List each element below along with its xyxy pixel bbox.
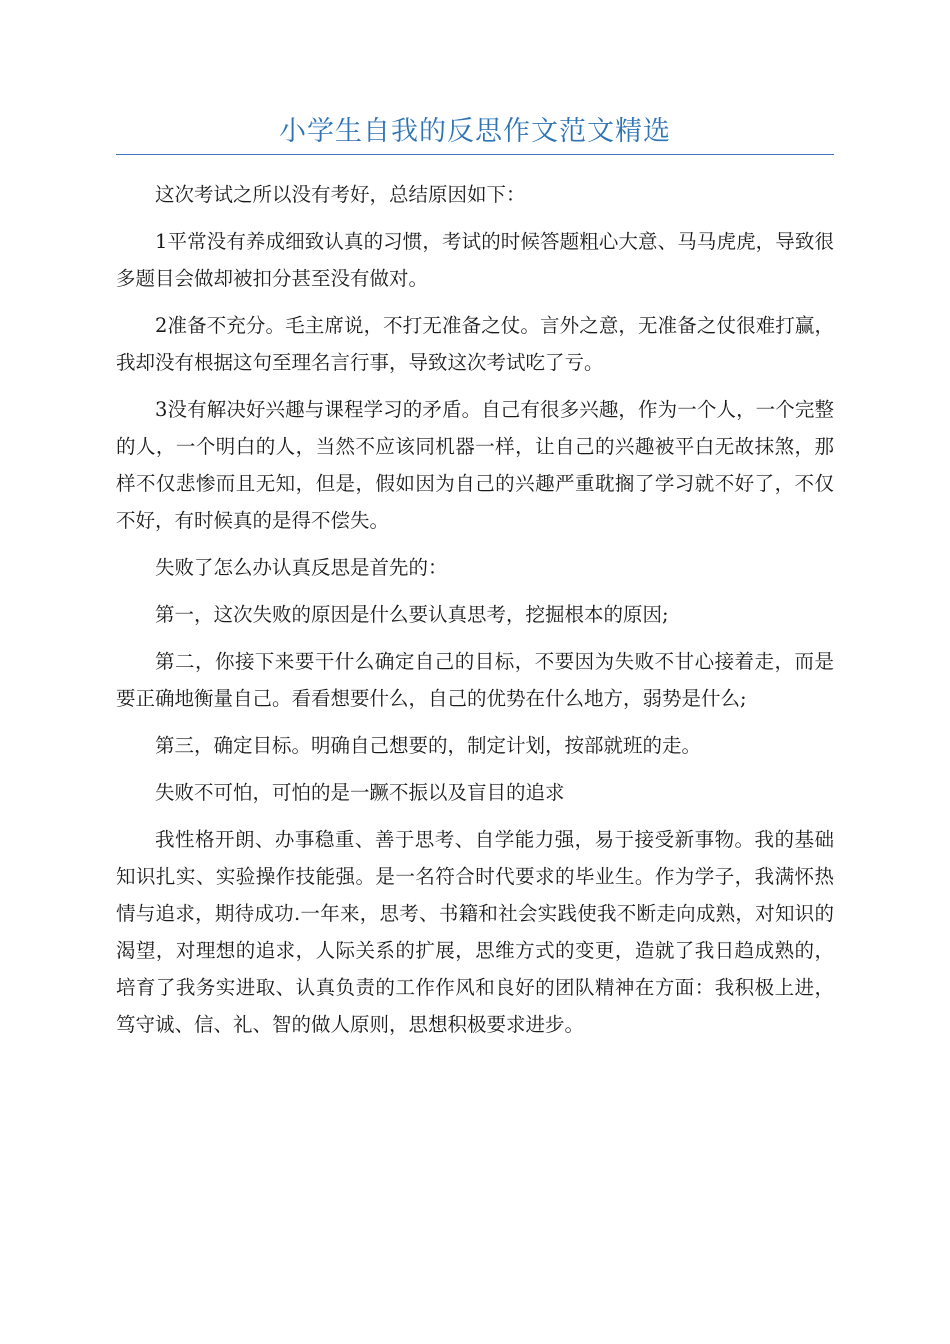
paragraph: 失败不可怕，可怕的是一蹶不振以及盲目的追求 bbox=[155, 781, 565, 804]
paragraph: 第二，你接下来要干什么确定自己的目标，不要因为失败不甘心接着走，而是要正确地衡量自己。看看想要什么，自己的优势在什么地方，弱势是什么; bbox=[116, 650, 834, 710]
paragraph: 第一，这次失败的原因是什么要认真思考，挖掘根本的原因; bbox=[155, 603, 669, 626]
paragraph: 失败了怎么办认真反思是首先的： bbox=[155, 556, 448, 579]
document-body bbox=[116, 176, 834, 1053]
paragraph: 3没有解决好兴趣与课程学习的矛盾。自己有很多兴趣，作为一个人，一个完整的人，一个明白的人，当然不应该同机器一样，让自己的兴趣被平白无故抹煞，那样不仅悲惨而且无知，但是，假如因为自己的兴趣严重耽搁了学习就不好了，不仅不好，有时候真的是得不偿失。 bbox=[116, 398, 834, 532]
title-underline bbox=[116, 154, 834, 155]
paragraph: 1平常没有养成细致认真的习惯，考试的时候答题粗心大意、马马虎虎，导致很多题目会做却被扣分甚至没有做对。 bbox=[116, 230, 834, 290]
paragraph: 这次考试之所以没有考好，总结原因如下： bbox=[155, 183, 526, 206]
document-title: 小学生自我的反思作文范文精选 bbox=[279, 116, 671, 147]
paragraph: 我性格开朗、办事稳重、善于思考、自学能力强，易于接受新事物。我的基础知识扎实、实验操作技能强。是一名符合时代要求的毕业生。作为学子，我满怀热情与追求，期待成功.一年来，思考、书籍和社会实践使我不断走向成熟，对知识的渴望，对理想的追求，人际关系的扩展，思维方式的变更，造就了我日趋成熟的，培育了我务实进取、认真负责的工作作风和良好的团队精神在方面：我积极上进，笃守诚、信、礼、智的做人原则，思想积极要求进步。 bbox=[116, 828, 834, 1036]
paragraph: 第三，确定目标。明确自己想要的，制定计划，按部就班的走。 bbox=[155, 734, 702, 757]
paragraph: 2准备不充分。毛主席说，不打无准备之仗。言外之意，无准备之仗很难打赢，我却没有根据这句至理名言行事，导致这次考试吃了亏。 bbox=[116, 314, 834, 374]
